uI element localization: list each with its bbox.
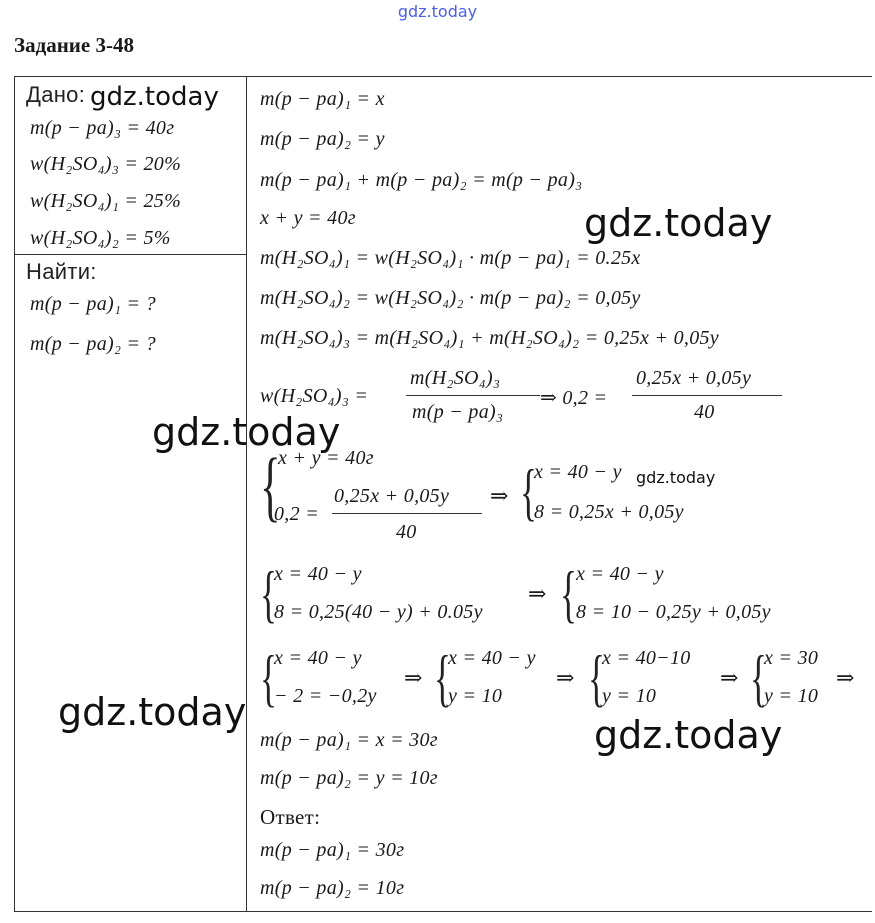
implies-arrow: ⇒ — [528, 581, 547, 606]
solution-line: m(p − pa)₂ = y — [260, 128, 385, 150]
brace: { — [260, 642, 277, 713]
fraction-bar — [332, 513, 482, 514]
watermark: gdz.today — [636, 468, 716, 487]
brace: { — [260, 442, 281, 529]
solution-line: m(H₂SO₄)₁ = w(H₂SO₄)₁ · m(p − pa)₁ = 0.25x — [260, 247, 641, 269]
given-item: w(H₂SO₄)₁ = 25% — [30, 190, 182, 212]
watermark: gdz.today — [90, 82, 219, 112]
system-line: x + y = 40г — [278, 447, 374, 469]
ratio-mid: ⇒ 0,2 = — [540, 387, 608, 409]
system-line: 0,2 = — [274, 503, 319, 525]
brace: { — [260, 558, 277, 629]
find-item: m(p − pa)₂ = ? — [30, 333, 156, 355]
system-line: y = 10 — [764, 685, 819, 707]
watermark: gdz.today — [594, 713, 783, 757]
system-line: 8 = 0,25(40 − y) + 0.05y — [274, 601, 483, 623]
implies-arrow: ⇒ — [720, 665, 739, 690]
answer-label: Ответ: — [260, 805, 321, 829]
watermark: gdz.today — [58, 690, 247, 734]
ratio-numerator-2: 0,25x + 0,05y — [636, 367, 752, 389]
system-numerator: 0,25x + 0,05y — [334, 485, 450, 507]
fraction-bar — [406, 395, 540, 396]
answer-line: m(p − pa)₁ = 30г — [260, 839, 405, 861]
solution-line: m(p − pa)₁ = x — [260, 88, 385, 110]
ratio-denominator-2: 40 — [694, 401, 715, 423]
brace: { — [520, 456, 537, 527]
system-line: x = 40 − y — [448, 647, 536, 669]
answer-line: m(p − pa)₂ = 10г — [260, 877, 405, 899]
brace: { — [588, 642, 605, 713]
given-label: Дано: — [26, 82, 86, 107]
site-link[interactable]: gdz.today — [397, 2, 478, 21]
system-line: 8 = 10 − 0,25y + 0,05y — [576, 601, 771, 623]
system-line: − 2 = −0,2y — [274, 685, 377, 707]
watermark: gdz.today — [584, 201, 773, 245]
ratio-numerator: m(H₂SO₄)₃ — [410, 367, 501, 389]
solution-line: m(H₂SO₄)₃ = m(H₂SO₄)₁ + m(H₂SO₄)₂ = 0,25x + 0,05y — [260, 327, 719, 349]
implies-arrow: ⇒ — [836, 665, 855, 690]
result-line: m(p − pa)₂ = y = 10г — [260, 767, 438, 789]
system-line: x = 40 − y — [274, 647, 362, 669]
given-item: m(p − pa)₃ = 40г — [30, 117, 175, 139]
ratio-denominator: m(p − pa)₃ — [412, 401, 504, 423]
brace: { — [434, 642, 451, 713]
solution-line: x + y = 40г — [260, 207, 356, 229]
implies-arrow: ⇒ — [404, 665, 423, 690]
system-line: x = 30 — [764, 647, 819, 669]
system-line: x = 40 − y — [274, 563, 362, 585]
given-item: w(H₂SO₄)₂ = 5% — [30, 227, 171, 249]
system-line: x = 40 − y — [534, 461, 622, 483]
given-item: w(H₂SO₄)₃ = 20% — [30, 153, 182, 175]
find-label: Найти: — [26, 259, 97, 284]
watermark: gdz.today — [152, 410, 341, 454]
system-line: x = 40 − y — [576, 563, 664, 585]
system-line: x = 40−10 — [602, 647, 691, 669]
implies-arrow: ⇒ — [556, 665, 575, 690]
fraction-bar — [632, 395, 782, 396]
system-denominator: 40 — [396, 521, 417, 543]
task-title: Задание 3-48 — [14, 33, 134, 57]
system-line: 8 = 0,25x + 0,05y — [534, 501, 684, 523]
system-line: y = 10 — [602, 685, 657, 707]
solution-line: m(H₂SO₄)₂ = w(H₂SO₄)₂ · m(p − pa)₂ = 0,05y — [260, 287, 641, 309]
find-item: m(p − pa)₁ = ? — [30, 293, 156, 315]
given-find-divider — [14, 254, 246, 255]
brace: { — [750, 642, 767, 713]
result-line: m(p − pa)₁ = x = 30г — [260, 729, 438, 751]
ratio-lhs: w(H₂SO₄)₃ = — [260, 385, 369, 407]
table-border-left — [14, 77, 15, 911]
system-line: y = 10 — [448, 685, 503, 707]
implies-arrow: ⇒ — [490, 483, 509, 508]
table-divider — [246, 77, 247, 911]
solution-line: m(p − pa)₁ + m(p − pa)₂ = m(p − pa)₃ — [260, 169, 583, 191]
brace: { — [560, 558, 577, 629]
